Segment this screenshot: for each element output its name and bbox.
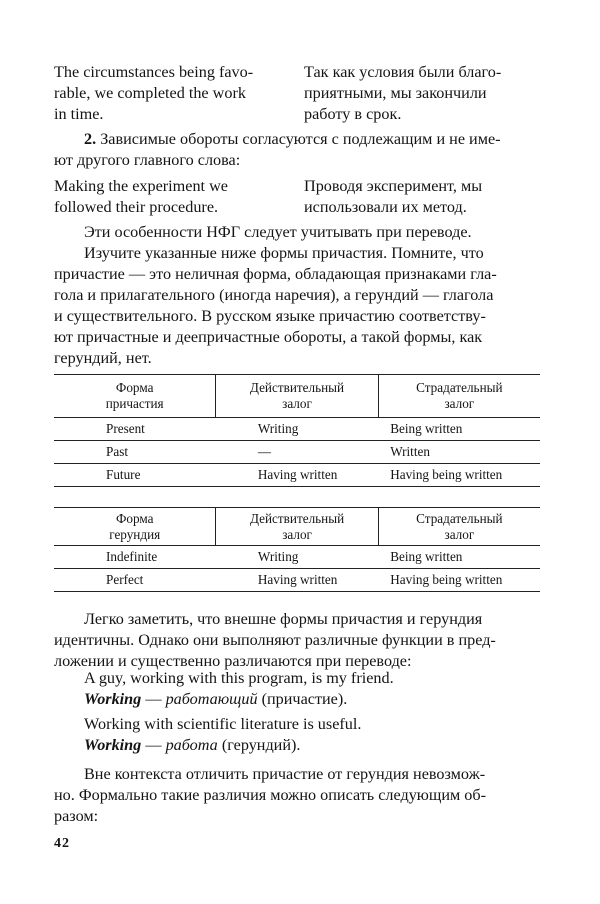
page-number: 42 bbox=[54, 836, 70, 851]
table-row bbox=[54, 418, 540, 441]
text-line: in time. bbox=[54, 105, 104, 123]
header-line: Действительный bbox=[249, 510, 345, 526]
text-line: followed their procedure. bbox=[54, 198, 219, 216]
text-line: идентичны. Однако они выполняют различные функции в пред- bbox=[54, 631, 496, 649]
table-cell: Being written bbox=[390, 421, 463, 436]
text-line: работу в срок. bbox=[304, 105, 402, 123]
line-text: Зависимые обороты согласуются с подлежащим и не име- bbox=[100, 130, 501, 148]
header-line: залог bbox=[444, 396, 475, 411]
table-header-cell bbox=[378, 375, 540, 418]
text-line: и существительного. В русском языке причастию соответству- bbox=[54, 307, 486, 325]
point-number: 2. bbox=[84, 130, 97, 148]
text-line: Так как условия были благо- bbox=[304, 63, 502, 81]
text-line: использовали их метод. bbox=[304, 198, 467, 216]
example-gloss-line bbox=[84, 735, 540, 756]
text-line: Легко заметить, что внешне формы причастия и герундия bbox=[84, 610, 483, 628]
gloss: работающий bbox=[165, 690, 258, 708]
table-header-row bbox=[54, 375, 540, 418]
text-line: гола и прилагательного (иногда наречия), а герундий — глагола bbox=[54, 286, 494, 304]
header-line: Страдательный bbox=[416, 380, 503, 395]
key-word: Working bbox=[84, 736, 142, 754]
participle-forms-table bbox=[54, 374, 540, 487]
table-cell: Having being written bbox=[390, 467, 503, 482]
table-cell: Future bbox=[106, 467, 141, 482]
text-line: причастие — это неличная форма, обладающая признаками гла- bbox=[54, 265, 497, 283]
header-line: Страдательный bbox=[416, 510, 503, 526]
header-line: Форма bbox=[115, 510, 154, 526]
table-cell: Present bbox=[106, 421, 145, 436]
example-russian bbox=[304, 176, 540, 218]
table-header-cell bbox=[216, 508, 378, 546]
table-cell: Perfect bbox=[106, 572, 144, 587]
text-line: приятными, мы закончили bbox=[304, 84, 487, 102]
dash: — bbox=[141, 736, 166, 754]
closing-paragraph bbox=[54, 764, 540, 827]
example-pair-2 bbox=[54, 176, 540, 218]
gerund-forms-table bbox=[54, 507, 540, 592]
header-line: залог bbox=[282, 396, 312, 411]
text-line: The circumstances being favo- bbox=[54, 63, 254, 81]
text-line: разом: bbox=[54, 807, 99, 825]
table-cell: Having written bbox=[257, 467, 338, 482]
comparison-paragraph bbox=[54, 609, 540, 672]
text-line: ют другого главного слова: bbox=[54, 151, 241, 169]
table-row bbox=[54, 464, 540, 487]
table-header-cell bbox=[216, 375, 378, 418]
text-line: ложении и существенно различаются при переводе: bbox=[54, 652, 412, 670]
participle-example bbox=[54, 668, 540, 710]
table-cell: Indefinite bbox=[106, 549, 158, 564]
table-header-row bbox=[54, 508, 540, 546]
point-2-paragraph bbox=[54, 129, 540, 171]
example-sentence: A guy, working with this program, is my friend. bbox=[84, 669, 394, 687]
table-cell: Writing bbox=[257, 549, 299, 564]
example-english bbox=[54, 176, 304, 218]
example-russian bbox=[304, 62, 540, 125]
text-line: ют причастные и деепричастные обороты, а такой формы, как bbox=[54, 328, 483, 346]
header-line: залог bbox=[282, 526, 312, 542]
table-row bbox=[54, 569, 540, 592]
example-pair-1 bbox=[54, 62, 540, 125]
text-line: Изучите указанные ниже формы причастия. Помните, что bbox=[84, 244, 484, 262]
gerund-example bbox=[54, 714, 540, 756]
note-line: Эти особенности НФГ следует учитывать при переводе. bbox=[84, 223, 472, 241]
header-line: Действительный bbox=[249, 380, 345, 395]
header-line: причастия bbox=[105, 396, 164, 411]
example-english bbox=[54, 62, 304, 125]
text-line: но. Формально такие различия можно описать следующим об- bbox=[54, 786, 487, 804]
gloss: работа bbox=[165, 736, 218, 754]
table-row bbox=[54, 441, 540, 464]
header-line: залог bbox=[444, 526, 475, 542]
key-word: Working bbox=[84, 690, 142, 708]
example-sentence: Working with scientific literature is useful. bbox=[84, 715, 362, 733]
text-line: Вне контекста отличить причастие от герундия невозмож- bbox=[84, 765, 486, 783]
text-line: Проводя эксперимент, мы bbox=[304, 177, 483, 195]
text-line: rable, we completed the work bbox=[54, 84, 246, 102]
table-header-cell bbox=[54, 375, 216, 418]
text-line: Making the experiment we bbox=[54, 177, 228, 195]
intro-paragraph bbox=[54, 222, 540, 369]
table-cell: Past bbox=[106, 444, 128, 459]
note: (причастие). bbox=[257, 690, 348, 708]
dash: — bbox=[141, 690, 166, 708]
table-cell: — bbox=[257, 444, 272, 459]
table-cell: Being written bbox=[390, 549, 463, 564]
header-line: герундия bbox=[109, 526, 161, 542]
text-line: герундий, нет. bbox=[54, 349, 152, 367]
table-cell: Having written bbox=[257, 572, 338, 587]
text-line bbox=[54, 129, 540, 150]
header-line: Форма bbox=[115, 380, 154, 395]
table-cell: Having being written bbox=[390, 572, 503, 587]
table-cell: Writing bbox=[257, 421, 299, 436]
note: (герундий). bbox=[217, 736, 301, 754]
table-row bbox=[54, 546, 540, 569]
table-header-cell bbox=[378, 508, 540, 546]
table-header-cell bbox=[54, 508, 216, 546]
table-cell: Written bbox=[390, 444, 430, 459]
example-gloss-line bbox=[84, 689, 540, 710]
